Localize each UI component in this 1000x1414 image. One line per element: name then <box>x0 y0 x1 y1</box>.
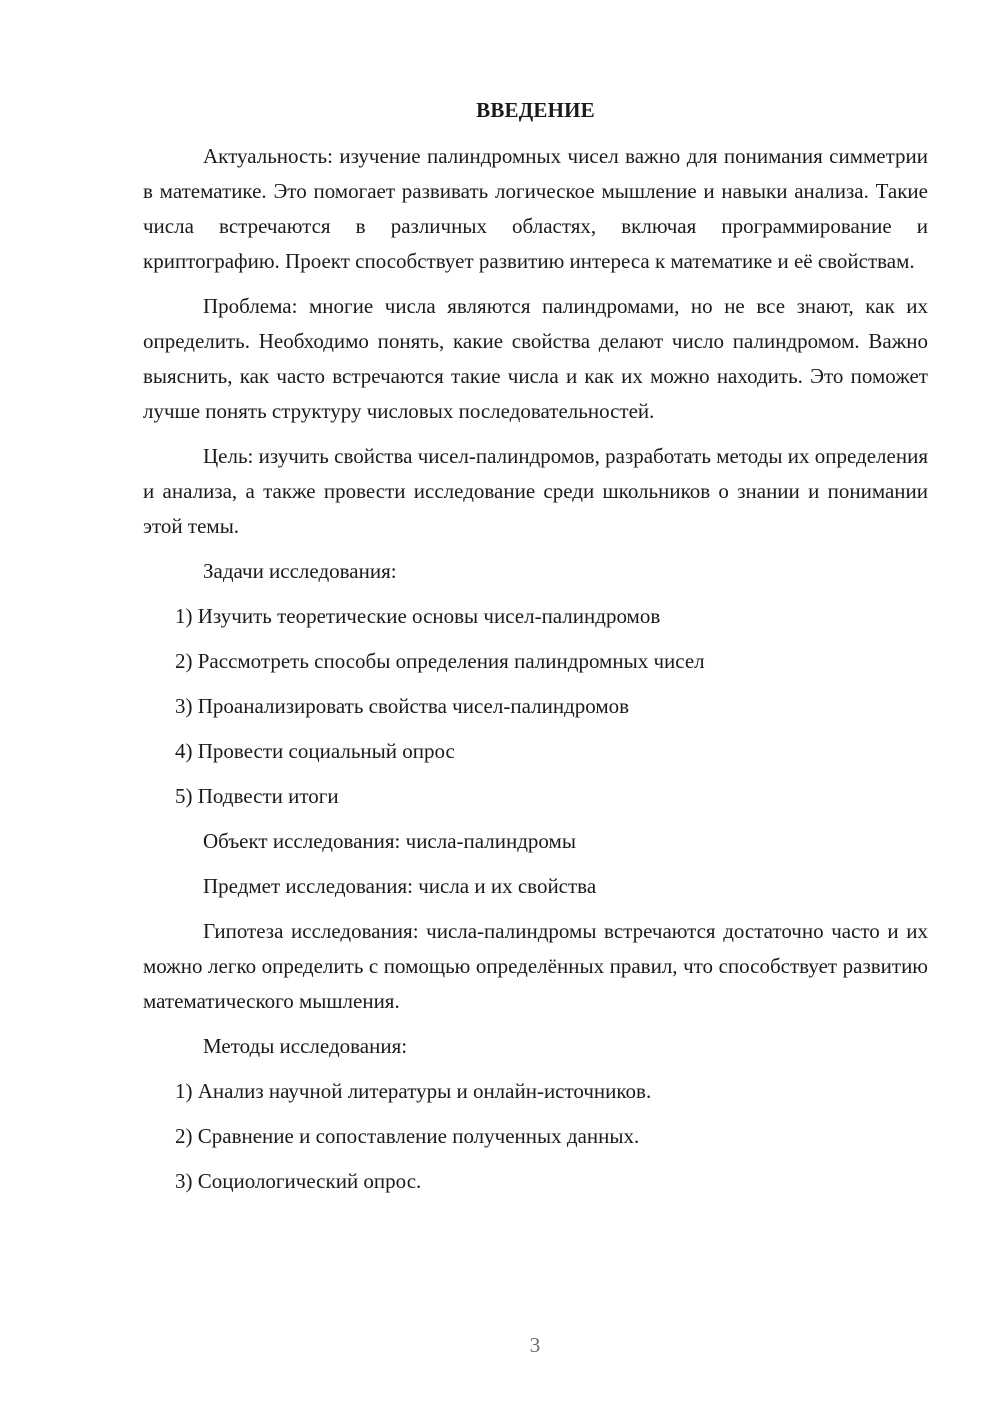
task-item: 2) Рассмотреть способы определения палиндромных чисел <box>175 649 705 673</box>
relevance-paragraph: Актуальность: изучение палиндромных чисел важно для понимания симметрии в математике. Это помогает развивать логическое мышление и навыки анализа. Такие числа встречаются в различных областях, включая программирование и криптографию. Проект способствует развитию интереса к математике и её свойствам. <box>143 144 928 273</box>
hypothesis-paragraph: Гипотеза исследования: числа-палиндромы встречаются достаточно часто и их можно легко определить с помощью определённых правил, что способствует развитию математического мышления. <box>143 919 928 1013</box>
task-item: 3) Проанализировать свойства чисел-палиндромов <box>175 694 630 718</box>
method-item: 2) Сравнение и сопоставление полученных данных. <box>175 1124 640 1148</box>
problem-paragraph: Проблема: многие числа являются палиндромами, но не все знают, как их определить. Необходимо понять, какие свойства делают число палиндромом. Важно выяснить, как часто встречаются такие числа и как их можно находить. Это поможет лучше понять структуру числовых последовательностей. <box>143 294 928 423</box>
tasks-heading: Задачи исследования: <box>203 559 397 583</box>
page-content <box>143 95 928 1209</box>
task-item: 5) Подвести итоги <box>175 784 339 808</box>
research-object: Объект исследования: числа-палиндромы <box>203 829 576 853</box>
method-item: 3) Социологический опрос. <box>175 1169 422 1193</box>
methods-heading: Методы исследования: <box>203 1034 408 1058</box>
task-item: 4) Провести социальный опрос <box>175 739 455 763</box>
goal-paragraph: Цель: изучить свойства чисел-палиндромов, разработать методы их определения и анализа, а также провести исследование среди школьников о знании и понимании этой темы. <box>143 444 928 538</box>
page-number: 3 <box>529 1333 541 1357</box>
research-subject: Предмет исследования: числа и их свойства <box>203 874 597 898</box>
task-item: 1) Изучить теоретические основы чисел-палиндромов <box>175 604 661 628</box>
section-title: ВВЕДЕНИЕ <box>476 98 595 122</box>
method-item: 1) Анализ научной литературы и онлайн-источников. <box>175 1079 652 1103</box>
